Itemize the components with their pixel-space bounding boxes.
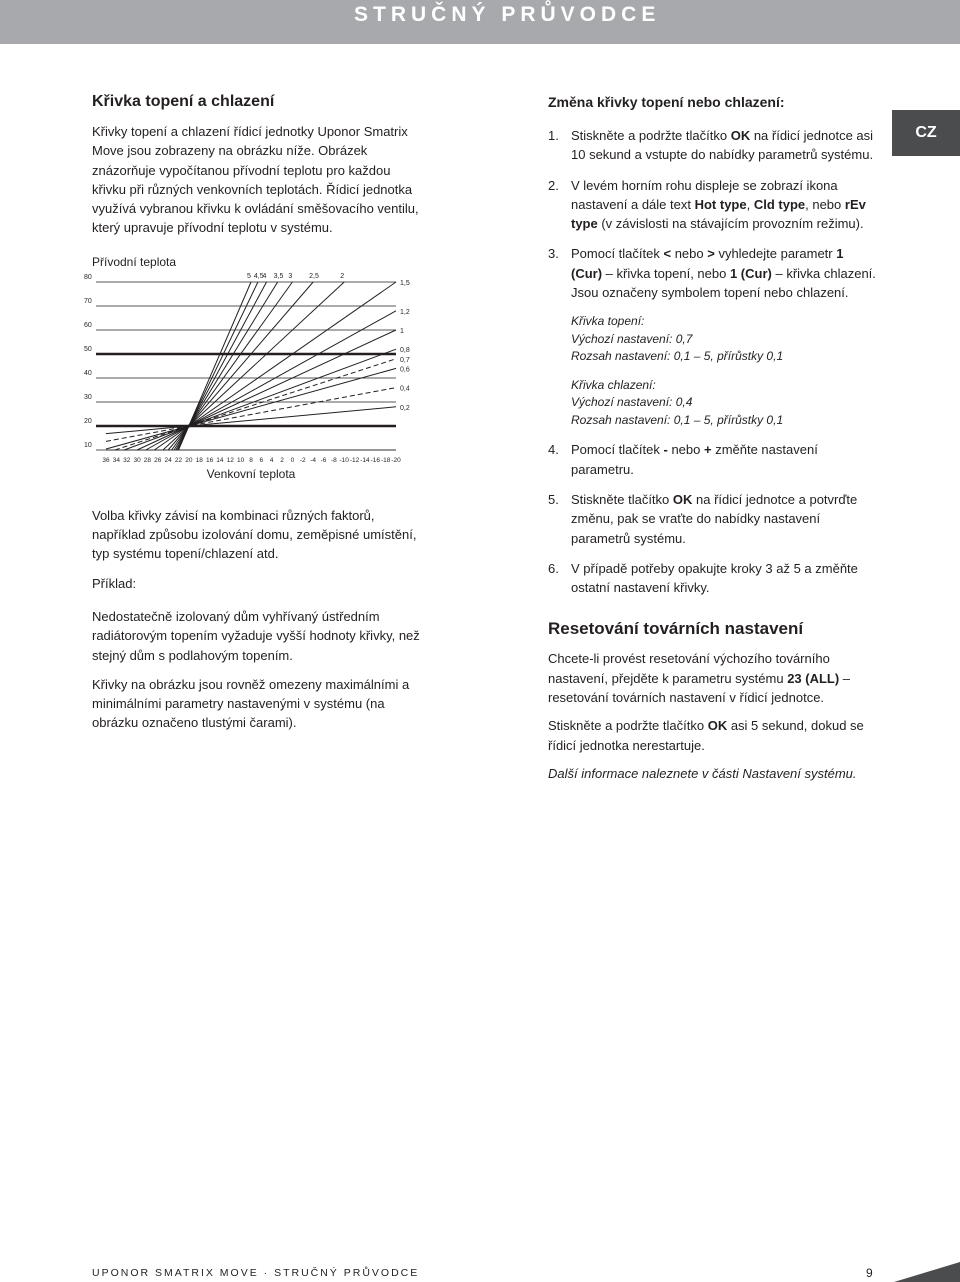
x-tick-label: -12 <box>349 456 360 464</box>
curve-line <box>137 330 396 450</box>
x-tick-label: 0 <box>290 456 295 464</box>
x-tick-label: -2 <box>299 456 306 464</box>
y-tick-label: 40 <box>84 369 92 377</box>
step-item <box>548 559 878 598</box>
language-tab: CZ <box>892 110 960 156</box>
step-text: V levém horním rohu displeje se zobrazí ikona nastavení a dále text Hot type, Cld type, nebo rEv type (v závislosti na stávajícím provozním režimu). <box>571 177 866 232</box>
step-number: 6. <box>548 560 559 576</box>
left-column <box>84 92 422 733</box>
choice-paragraph: Volba křivky závisí na kombinaci různých faktorů, například způsobu izolování domu, zeměpisné umístění, typ systému topení/chlazení atd. <box>92 507 417 562</box>
x-tick-label: 26 <box>154 456 162 464</box>
x-tick-label: 16 <box>205 456 214 464</box>
x-tick-label: -14 <box>360 456 370 464</box>
y-tick-label: 10 <box>84 441 92 449</box>
y-tick-label: 20 <box>84 417 92 425</box>
y-tick-label: 60 <box>84 321 92 329</box>
curve-chart-svg <box>84 252 424 488</box>
section-heading-change: Změna křivky topení nebo chlazení: <box>548 94 785 110</box>
curve-line <box>115 359 396 450</box>
curve-chart <box>84 252 424 488</box>
step-number: 1. <box>548 128 559 143</box>
cooling-info <box>548 377 878 430</box>
example-label: Příklad: <box>92 575 137 591</box>
curve-label: 0,6 <box>400 366 410 374</box>
y-tick-label: 30 <box>84 393 92 401</box>
x-tick-label: 8 <box>249 456 253 464</box>
x-tick-label: 6 <box>259 456 264 464</box>
reset-paragraph-2: Stiskněte a podržte tlačítko OK asi 5 sekund, dokud se řídicí jednotka nerestartuje. <box>548 718 864 753</box>
header-bar <box>0 0 960 44</box>
curve-label: 0,2 <box>400 404 410 412</box>
step-item <box>548 440 878 479</box>
x-tick-label: 18 <box>195 456 203 464</box>
heating-info-line: Rozsah nastavení: 0,1 – 5, přírůstky 0,1 <box>571 349 784 364</box>
section-heading-reset: Resetování továrních nastavení <box>548 619 804 639</box>
x-tick-label: 12 <box>226 456 234 464</box>
reset-paragraph-1: Chcete-li provést resetování výchozího továrního nastavení, přejděte k parametru systému 23 (ALL) – resetování továrních nastavení v řídicí jednotce. <box>548 651 851 706</box>
steps-list-1 <box>548 126 878 302</box>
heating-info-line: Výchozí nastavení: 0,7 <box>571 331 693 346</box>
step-text: Stiskněte tlačítko OK na řídicí jednotce a potvrďte změnu, pak se vraťte do nabídky nastavení parametrů systému. <box>571 491 858 546</box>
y-tick-label: 70 <box>84 297 92 305</box>
curve-label: 0,8 <box>400 346 410 354</box>
x-tick-label: 32 <box>123 456 131 464</box>
step-item <box>548 244 878 302</box>
x-tick-label: 24 <box>164 456 172 464</box>
step-number: 2. <box>548 177 559 193</box>
y-axis-label: Přívodní teplota <box>92 254 177 269</box>
footer-text: UPONOR SMATRIX MOVE · STRUČNÝ PRŮVODCE <box>92 1267 420 1279</box>
curve-line <box>106 387 396 441</box>
step-text: Pomocí tlačítek - nebo + změňte nastavení parametru. <box>571 442 818 477</box>
curve-label: 3,5 <box>273 272 284 280</box>
x-tick-label: 14 <box>216 456 224 464</box>
curve-label: 0,7 <box>400 356 410 364</box>
step-text: Stiskněte a podržte tlačítko OK na řídicí jednotce asi 10 sekund a vstupte do nabídky parametrů systému. <box>571 128 874 163</box>
curve-label: 1,5 <box>400 279 410 287</box>
step-number: 3. <box>548 246 559 262</box>
x-tick-label: -6 <box>320 456 327 464</box>
corner-decoration <box>894 1262 960 1282</box>
curve-label: 2 <box>340 272 345 280</box>
step-text: Pomocí tlačítek < nebo > vyhledejte parametr 1 (Cur) – křivka topení, nebo 1 (Cur) – křivka chlazení. Jsou označeny symbolem topení nebo chlazení. <box>571 246 876 301</box>
y-tick-label: 80 <box>84 273 92 281</box>
curve-label: 1,2 <box>400 308 410 316</box>
curve-label: 4 <box>262 272 267 280</box>
curve-line <box>106 368 396 449</box>
x-tick-label: -16 <box>370 456 380 464</box>
right-column <box>548 92 878 783</box>
x-tick-label: 36 <box>102 456 110 464</box>
x-tick-label: 30 <box>133 456 141 464</box>
curve-label: 1 <box>400 327 404 335</box>
x-tick-label: 2 <box>280 456 284 464</box>
x-tick-label: -10 <box>339 456 349 464</box>
curve-label: 5 <box>247 272 251 280</box>
heating-info <box>548 313 878 366</box>
intro-paragraph: Křivky topení a chlazení řídicí jednotky Uponor Smatrix Move jsou zobrazeny na obrázku níže. Obrázek znázorňuje vypočítanou přívodní teplotu pro každou křivku při různých venkovních teplotách. Řídicí jednotka využívá vybranou křivku k ovládání směšovacího ventilu, který upravuje přívodní teplotu v systému. <box>92 124 419 236</box>
curve-line <box>106 407 396 434</box>
x-tick-label: 34 <box>112 456 120 464</box>
section-heading-curve: Křivka topení a chlazení <box>92 93 275 110</box>
cooling-info-line: Rozsah nastavení: 0,1 – 5, přírůstky 0,1 <box>571 412 784 427</box>
x-tick-label: -8 <box>330 456 337 464</box>
x-tick-label: -4 <box>310 456 317 464</box>
curve-label: 2,5 <box>309 272 319 280</box>
pivot-point <box>187 424 190 427</box>
limits-paragraph: Křivky na obrázku jsou rovněž omezeny maximálními a minimálními parametry nastavenými v systému (na obrázku označeno tlustými čarami). <box>92 676 410 731</box>
step-item <box>548 126 878 165</box>
x-tick-label: 10 <box>237 456 245 464</box>
step-number: 4. <box>548 442 559 458</box>
reset-paragraph-3: Další informace naleznete v části Nastavení systému. <box>548 765 857 781</box>
steps-list-2 <box>548 440 878 597</box>
curve-label: 4,5 <box>253 272 264 280</box>
example-paragraph: Nedostatečně izolovaný dům vyhřívaný ústředním radiátorovým topením vyžaduje vyšší hodnoty křivky, než stejný dům s podlahovým topením. <box>92 608 420 663</box>
y-tick-label: 50 <box>84 345 92 353</box>
x-tick-label: 22 <box>174 456 183 464</box>
step-number: 5. <box>548 491 559 507</box>
step-text: V případě potřeby opakujte kroky 3 až 5 a změňte ostatní nastavení křivky. <box>571 560 858 596</box>
header-title: STRUČNÝ PRŮVODCE <box>354 3 661 26</box>
curve-line <box>124 349 396 450</box>
x-tick-label: 20 <box>185 456 193 464</box>
cooling-info-line: Křivka chlazení: <box>571 377 656 392</box>
curve-label: 3 <box>288 272 293 280</box>
step-item <box>548 176 878 234</box>
cooling-info-line: Výchozí nastavení: 0,4 <box>571 395 693 410</box>
heating-info-line: Křivka topení: <box>571 314 645 329</box>
x-axis-label: Venkovní teplota <box>206 466 296 481</box>
x-tick-label: -18 <box>380 456 391 464</box>
x-tick-label: -20 <box>391 456 401 464</box>
x-tick-label: 28 <box>143 456 152 464</box>
page-number: 9 <box>866 1266 873 1280</box>
x-tick-label: 4 <box>269 456 274 464</box>
curve-label: 0,4 <box>400 385 410 393</box>
step-item <box>548 490 878 548</box>
